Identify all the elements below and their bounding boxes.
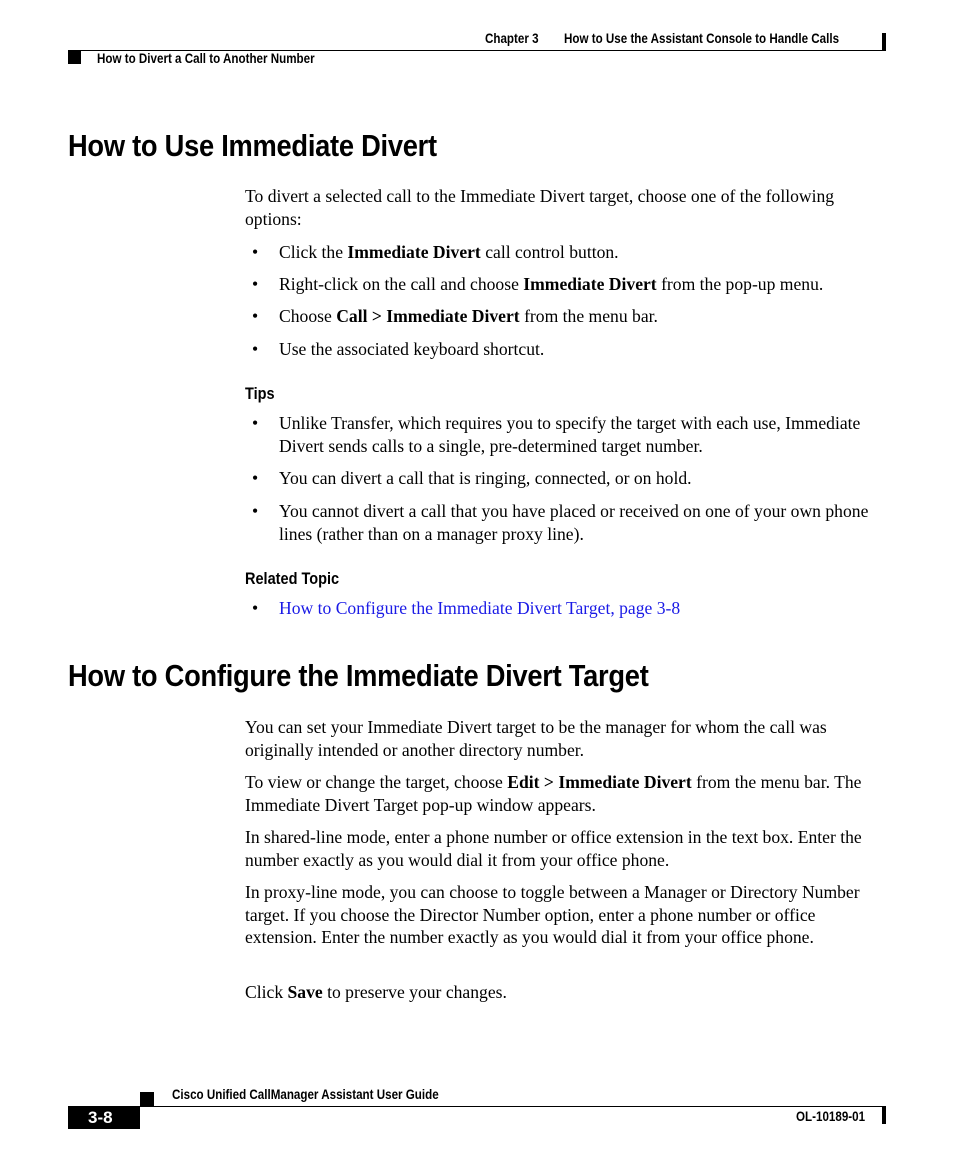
footer-rule (140, 1106, 885, 1107)
list-item: Choose Call > Immediate Divert from the menu bar. (279, 306, 658, 326)
page-number: 3-8 (68, 1106, 140, 1129)
header-section: How to Divert a Call to Another Number (97, 51, 315, 66)
paragraph: To view or change the target, choose Edit > Immediate Divert from the menu bar. The Immediate Divert Target pop-up window appears. (245, 772, 862, 815)
list-item: You can divert a call that is ringing, connected, or on hold. (279, 468, 692, 488)
footer-right-bar (882, 1106, 886, 1124)
footer-doc-number: OL-10189-01 (796, 1109, 866, 1124)
related-topic-link[interactable]: How to Configure the Immediate Divert Target, page 3-8 (279, 598, 681, 618)
section-title-immediate-divert: How to Use Immediate Divert (68, 128, 437, 163)
footer-guide-title: Cisco Unified CallManager Assistant User Guide (172, 1087, 439, 1102)
bullet: • (252, 274, 259, 294)
bullet: • (252, 468, 259, 488)
bullet: • (252, 413, 259, 433)
header-right-bar (882, 33, 886, 51)
related-topic-heading: Related Topic (245, 570, 340, 588)
bullet: • (252, 598, 259, 618)
tips-heading: Tips (245, 385, 275, 403)
list-item: Use the associated keyboard shortcut. (279, 339, 545, 359)
bullet: • (252, 339, 259, 359)
paragraph: You can set your Immediate Divert target to be the manager for whom the call was originally intended or another directory number. (245, 717, 827, 760)
paragraph: In shared-line mode, enter a phone number or office extension in the text box. Enter the number exactly as you would dial it from your office phone. (245, 827, 862, 870)
list-item: Unlike Transfer, which requires you to specify the target with each use, Immediate Divert sends calls to a single, pre-determined target number. (279, 413, 861, 456)
list-item: You cannot divert a call that you have placed or received on one of your own phone lines (rather than on a manager proxy line). (279, 501, 869, 544)
bullet: • (252, 501, 259, 521)
list-item: Right-click on the call and choose Immediate Divert from the pop-up menu. (279, 274, 824, 294)
header-chapter: Chapter 3 (485, 31, 539, 46)
section-title-configure-target: How to Configure the Immediate Divert Target (68, 658, 649, 693)
paragraph: In proxy-line mode, you can choose to toggle between a Manager or Directory Number target. If you choose the Director Number option, enter a phone number or office extension. Enter the number exactly as you would dial it from your office phone. (245, 882, 860, 948)
header-left-block (68, 51, 81, 64)
header-chapter-title: How to Use the Assistant Console to Handle Calls (564, 31, 840, 46)
intro-paragraph: To divert a selected call to the Immediate Divert target, choose one of the following options: (245, 186, 835, 229)
footer-left-block (140, 1092, 154, 1106)
list-item: Click the Immediate Divert call control button. (279, 242, 619, 262)
bullet: • (252, 242, 259, 262)
paragraph: Click Save to preserve your changes. (245, 982, 507, 1002)
bullet: • (252, 306, 259, 326)
